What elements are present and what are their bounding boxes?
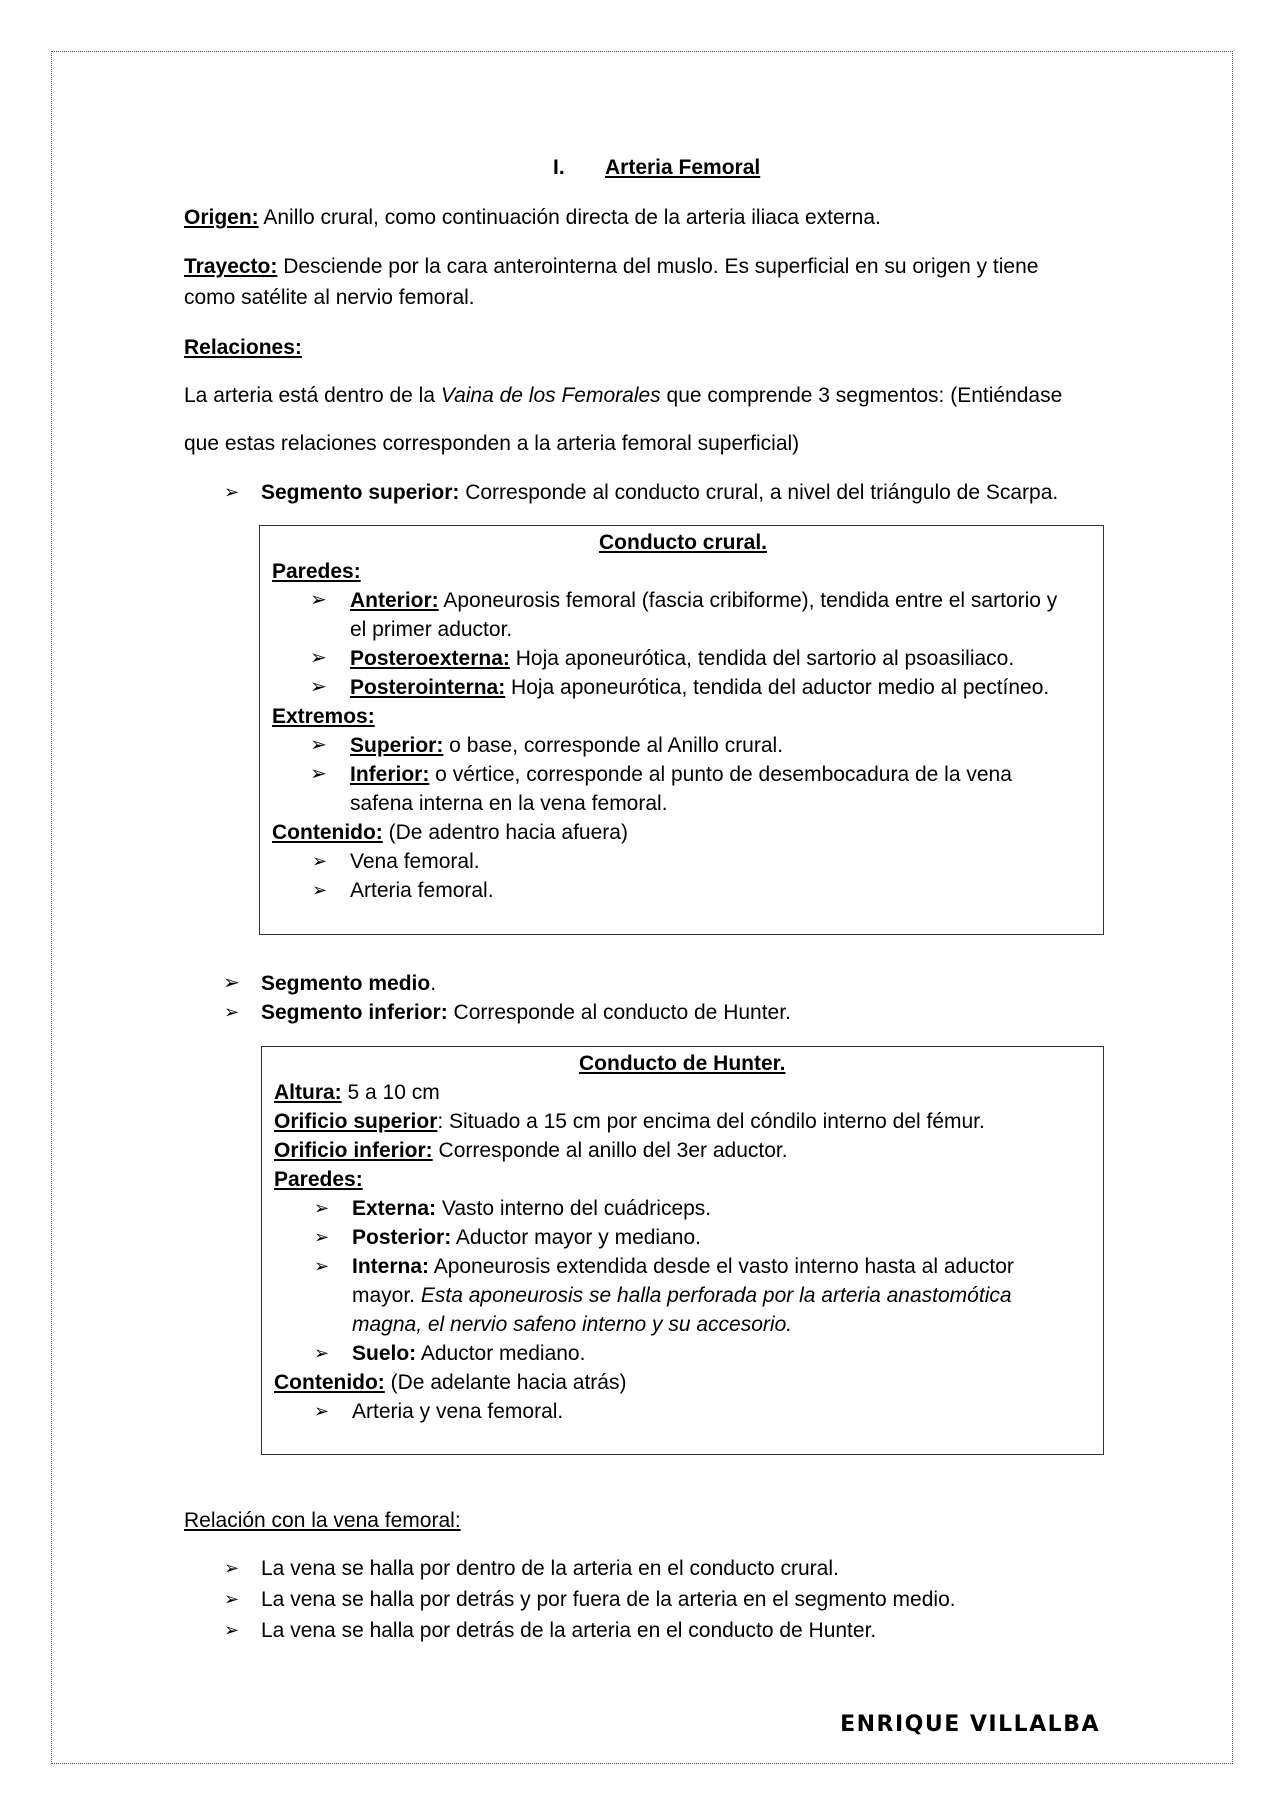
origen-paragraph [184,203,881,232]
bullet-arrow-icon: ➢ [224,1002,240,1022]
origen-label: Origen: [184,206,259,229]
trayecto-label: Trayecto: [184,255,278,278]
hunter-posterior-item [352,1223,701,1252]
segmento-medio-label: Segmento medio [261,972,431,995]
crural-anterior-text-line2: el primer aductor. [350,618,513,641]
hunter-interna-line2 [352,1281,1012,1310]
bullet-arrow-icon: ➢ [312,880,328,900]
bullet-arrow-icon: ➢ [224,1620,240,1640]
bullet-arrow-icon: ➢ [224,1589,240,1609]
heading-number: I. [553,156,565,179]
crural-posteroexterna-text: Hoja aponeurótica, tendida del sartorio al psoasiliaco. [509,647,1015,670]
crural-extremos-label: Extremos: [272,705,375,728]
segmento-inferior-text: Corresponde al conducto de Hunter. [447,1001,791,1024]
crural-posterointerna-label: Posterointerna: [350,676,506,699]
hunter-contenido [274,1368,626,1397]
crural-inferior-label: Inferior: [350,763,430,786]
conducto-crural-title: Conducto crural. [599,531,768,554]
trayecto-text-line2: como satélite al nervio femoral. [184,286,475,309]
segmento-inferior-label: Segmento inferior: [261,1001,448,1024]
hunter-interna-text-pre: mayor. [352,1284,421,1307]
hunter-orificio-inferior-text: Corresponde al anillo del 3er aductor. [432,1139,788,1162]
bullet-arrow-icon: ➢ [224,482,240,502]
bullet-arrow-icon: ➢ [312,851,328,871]
segmento-superior-label: Segmento superior: [261,481,460,504]
hunter-interna-item [352,1252,1014,1281]
bullet-arrow-icon: ➢ [310,734,327,756]
segmento-medio-item [261,969,436,998]
crural-contenido [272,818,628,847]
hunter-suelo-text: Aductor mediano. [416,1342,586,1365]
hunter-orificio-superior-text: : Situado a 15 cm por encima del cóndilo interno del fémur. [437,1110,985,1133]
hunter-orificio-inferior-label: Orificio inferior: [274,1139,433,1162]
relaciones-intro [184,381,1062,410]
hunter-interna-note-line3: magna, el nervio safeno interno y su accesorio. [352,1313,793,1336]
author-name: ENRIQUE VILLALBA [840,1712,1100,1737]
bullet-arrow-icon: ➢ [310,647,327,669]
segmento-inferior-item [261,998,791,1027]
hunter-paredes-label: Paredes: [274,1168,363,1191]
hunter-interna-note: Esta aponeurosis se halla perforada por la arteria anastomótica [420,1284,1012,1307]
hunter-externa-item [352,1194,711,1223]
vena-relation-heading: Relación con la vena femoral: [184,1509,461,1532]
crural-contenido-label: Contenido: [272,821,383,844]
crural-superior-text: o base, corresponde al Anillo crural. [443,734,784,757]
page-title: Arteria Femoral [605,156,761,179]
bullet-arrow-icon: ➢ [224,1558,240,1578]
crural-superior-label: Superior: [350,734,444,757]
trayecto-paragraph [184,252,1038,281]
hunter-interna-label: Interna: [352,1255,430,1278]
bullet-arrow-icon: ➢ [314,1227,330,1247]
list-item: La vena se halla por detrás y por fuera de la arteria en el segmento medio. [261,1588,956,1611]
hunter-altura-text: 5 a 10 cm [341,1081,440,1104]
crural-inferior-text-line2: safena interna en la vena femoral. [350,792,668,815]
bullet-arrow-icon: ➢ [314,1343,330,1363]
hunter-externa-text: Vasto interno del cuádriceps. [436,1197,712,1220]
list-item: Arteria y vena femoral. [352,1400,564,1423]
origen-text: Anillo crural, como continuación directa de la arteria iliaca externa. [258,206,881,229]
hunter-orificio-superior [274,1107,985,1136]
relaciones-intro-post: que comprende 3 segmentos: (Entiéndase [660,384,1063,407]
segmento-superior-item [261,478,1058,507]
list-item: La vena se halla por dentro de la arteria en el conducto crural. [261,1557,839,1580]
hunter-suelo-item [352,1339,585,1368]
hunter-suelo-label: Suelo: [352,1342,417,1365]
crural-posterointerna-text: Hoja aponeurótica, tendida del aductor medio al pectíneo. [505,676,1050,699]
crural-posteroexterna-label: Posteroexterna: [350,647,510,670]
bullet-arrow-icon: ➢ [314,1198,330,1218]
relaciones-heading: Relaciones: [184,336,302,359]
list-item: Arteria femoral. [350,879,494,902]
list-item: La vena se halla por detrás de la arteria en el conducto de Hunter. [261,1619,877,1642]
conducto-hunter-title: Conducto de Hunter. [579,1052,786,1075]
bullet-arrow-icon: ➢ [310,763,327,785]
bullet-arrow-icon: ➢ [314,1401,330,1421]
hunter-orificio-inferior [274,1136,788,1165]
list-item: Vena femoral. [350,850,480,873]
crural-contenido-text: (De adentro hacia afuera) [382,821,628,844]
crural-inferior-text: o vértice, corresponde al punto de desembocadura de la vena [429,763,1012,786]
crural-paredes-label: Paredes: [272,560,361,583]
hunter-orificio-superior-label: Orificio superior [274,1110,438,1133]
hunter-interna-text: Aponeurosis extendida desde el vasto interno hasta al aductor [429,1255,1014,1278]
relaciones-intro-pre: La arteria está dentro de la [184,384,441,407]
hunter-altura [274,1078,440,1107]
trayecto-text: Desciende por la cara anterointerna del muslo. Es superficial en su origen y tiene [277,255,1039,278]
crural-posterointerna-item [350,673,1049,702]
vaina-femorales-term: Vaina de los Femorales [440,384,661,407]
crural-superior-item [350,731,783,760]
hunter-posterior-text: Aductor mayor y mediano. [451,1226,701,1249]
crural-anterior-text: Aponeurosis femoral (fascia cribiforme), tendida entre el sartorio y [438,589,1058,612]
bullet-arrow-icon: ➢ [314,1256,330,1276]
crural-posteroexterna-item [350,644,1014,673]
segmento-medio-dot: . [430,972,437,995]
segmento-superior-text: Corresponde al conducto crural, a nivel del triángulo de Scarpa. [459,481,1059,504]
bullet-arrow-icon: ➢ [223,972,240,994]
crural-anterior-item [350,586,1057,615]
hunter-altura-label: Altura: [274,1081,342,1104]
crural-inferior-item [350,760,1012,789]
hunter-posterior-label: Posterior: [352,1226,452,1249]
hunter-contenido-text: (De adelante hacia atrás) [384,1371,627,1394]
crural-anterior-label: Anterior: [350,589,439,612]
relaciones-intro-line2: que estas relaciones corresponden a la arteria femoral superficial) [184,432,800,455]
bullet-arrow-icon: ➢ [310,589,327,611]
hunter-externa-label: Externa: [352,1197,437,1220]
hunter-contenido-label: Contenido: [274,1371,385,1394]
bullet-arrow-icon: ➢ [310,676,327,698]
